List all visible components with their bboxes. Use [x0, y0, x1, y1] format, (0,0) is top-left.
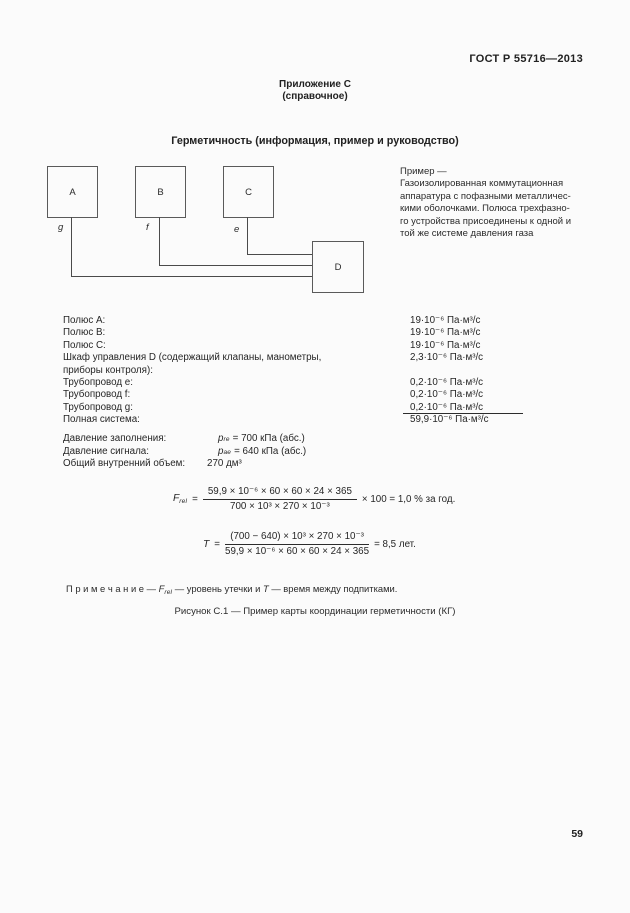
example-paragraph: [400, 166, 571, 240]
fill-pressure-symbol: p: [218, 433, 224, 444]
note-label: П р и м е ч а н и е —: [66, 583, 156, 594]
example-line: аппаратура с пофазными металличес-: [400, 190, 571, 202]
note-text: — уровень утечки и: [174, 583, 261, 594]
volume-row: [63, 458, 306, 471]
leakage-table: [63, 315, 523, 427]
row-value: 2,3·10⁻⁶ Па·м³/с: [410, 352, 484, 364]
connector-a-vertical: [71, 217, 72, 276]
fraction: [225, 531, 369, 557]
formula-symbol-f: F: [173, 493, 180, 504]
table-row: [63, 377, 523, 389]
diagram-box-b: [135, 166, 186, 218]
table-row: [63, 352, 523, 364]
example-line: кими оболочками. Полюса трехфазно-: [400, 203, 570, 215]
note: [66, 583, 397, 596]
row-label: Трубопровод g:: [63, 401, 133, 413]
example-line: Газоизолированная коммутационная: [400, 178, 564, 190]
example-line: Пример —: [400, 166, 447, 177]
row-value: 19·10⁻⁶ Па·м³/с: [410, 315, 481, 326]
fill-pressure-subscript: re: [223, 436, 230, 443]
coordination-diagram: [0, 0, 630, 300]
fraction: [203, 486, 357, 512]
row-value-summed: 0,2·10⁻⁶ Па·м³/с: [403, 402, 523, 414]
row-value: 19·10⁻⁶ Па·м³/с: [410, 339, 481, 351]
box-c-label: C: [245, 186, 252, 198]
appendix-title: Приложение С: [279, 79, 351, 90]
row-label: Шкаф управления D (содержащий клапаны, манометры,: [63, 352, 322, 364]
connector-c-vertical: [247, 217, 248, 254]
fill-pressure-label: Давление заполнения:: [63, 433, 167, 444]
volume-value: 270 дм³: [207, 458, 242, 470]
connector-b-horizontal: [159, 265, 312, 266]
alarm-pressure-value: = 640 кПа (абс.): [234, 445, 307, 457]
alarm-pressure-label: Давление сигнала:: [63, 445, 149, 457]
row-label: Трубопровод f:: [63, 389, 131, 401]
page-number: 59: [571, 828, 583, 840]
parameters-block: [63, 433, 306, 471]
note-symbol-f: F: [158, 583, 165, 594]
row-label: Трубопровод e:: [63, 376, 133, 388]
formula-subscript-rel: rel: [179, 498, 188, 505]
volume-label: Общий внутренний объем:: [63, 458, 186, 470]
formula-symbol-t: T: [203, 538, 210, 550]
fill-pressure-row: [63, 433, 306, 446]
alarm-pressure-row: [63, 446, 306, 459]
note-text: — время между подпитками.: [271, 583, 398, 594]
row-value: 0,2·10⁻⁶ Па·м³/с: [410, 389, 484, 401]
document-header: ГОСТ Р 55716—2013: [469, 53, 583, 65]
note-symbol-t: T: [262, 583, 269, 594]
table-row: [63, 315, 523, 327]
table-row: [63, 389, 523, 401]
equals-sign: =: [214, 538, 221, 550]
formula-result: × 100 = 1,0 % за год.: [361, 493, 456, 505]
fraction-denominator: 59,9 × 10⁻⁶ × 60 × 60 × 24 × 365: [225, 546, 370, 557]
row-label: приборы контроля):: [63, 364, 153, 376]
connector-a-horizontal: [71, 276, 312, 277]
pipe-label-g: g: [58, 222, 64, 233]
connector-c-horizontal: [247, 254, 312, 255]
box-b-label: B: [157, 186, 164, 198]
diagram-box-d: [312, 241, 364, 293]
table-row: [63, 340, 523, 352]
diagram-box-c: [223, 166, 274, 218]
fraction-denominator: 700 × 10³ × 270 × 10⁻³: [230, 501, 330, 512]
refill-time-formula: [203, 531, 416, 557]
table-row: [63, 365, 523, 377]
row-label: Полюс А:: [63, 315, 106, 326]
section-title: Герметичность (информация, пример и руководство): [171, 135, 459, 147]
row-label: Полюс В:: [63, 327, 106, 339]
box-a-label: A: [69, 186, 76, 198]
table-row: [63, 414, 523, 426]
example-line: го устройства присоединены к одной и: [400, 215, 571, 227]
fraction-numerator: (700 − 640) × 10³ × 270 × 10⁻³: [225, 531, 369, 545]
example-line: той же системе давления газа: [400, 228, 534, 240]
leakage-rate-formula: [173, 486, 455, 512]
row-label: Полюс С:: [63, 339, 106, 351]
row-value-total: 59,9·10⁻⁶ Па·м³/с: [410, 414, 489, 426]
alarm-pressure-symbol: p: [218, 445, 224, 457]
pipe-label-f: f: [146, 222, 149, 233]
figure-caption: Рисунок С.1 — Пример карты координации герметичности (КГ): [174, 606, 456, 617]
formula-result: = 8,5 лет.: [374, 538, 416, 550]
row-label: Полная система:: [63, 414, 140, 426]
alarm-pressure-subscript: ae: [223, 448, 232, 456]
appendix-subtitle: (справочное): [282, 91, 348, 102]
row-value: 0,2·10⁻⁶ Па·м³/с: [410, 376, 484, 388]
equals-sign: =: [192, 493, 198, 505]
note-subscript-rel: rel: [164, 589, 173, 596]
connector-b-vertical: [159, 217, 160, 265]
table-row: [63, 327, 523, 339]
box-d-label: D: [334, 261, 342, 273]
table-row: [63, 402, 523, 414]
fill-pressure-value: = 700 кПа (абс.): [232, 433, 305, 444]
pipe-label-e: e: [234, 224, 240, 235]
diagram-box-a: [47, 166, 98, 218]
row-value: 19·10⁻⁶ Па·м³/с: [410, 327, 481, 339]
fraction-numerator: 59,9 × 10⁻⁶ × 60 × 60 × 24 × 365: [203, 486, 357, 500]
